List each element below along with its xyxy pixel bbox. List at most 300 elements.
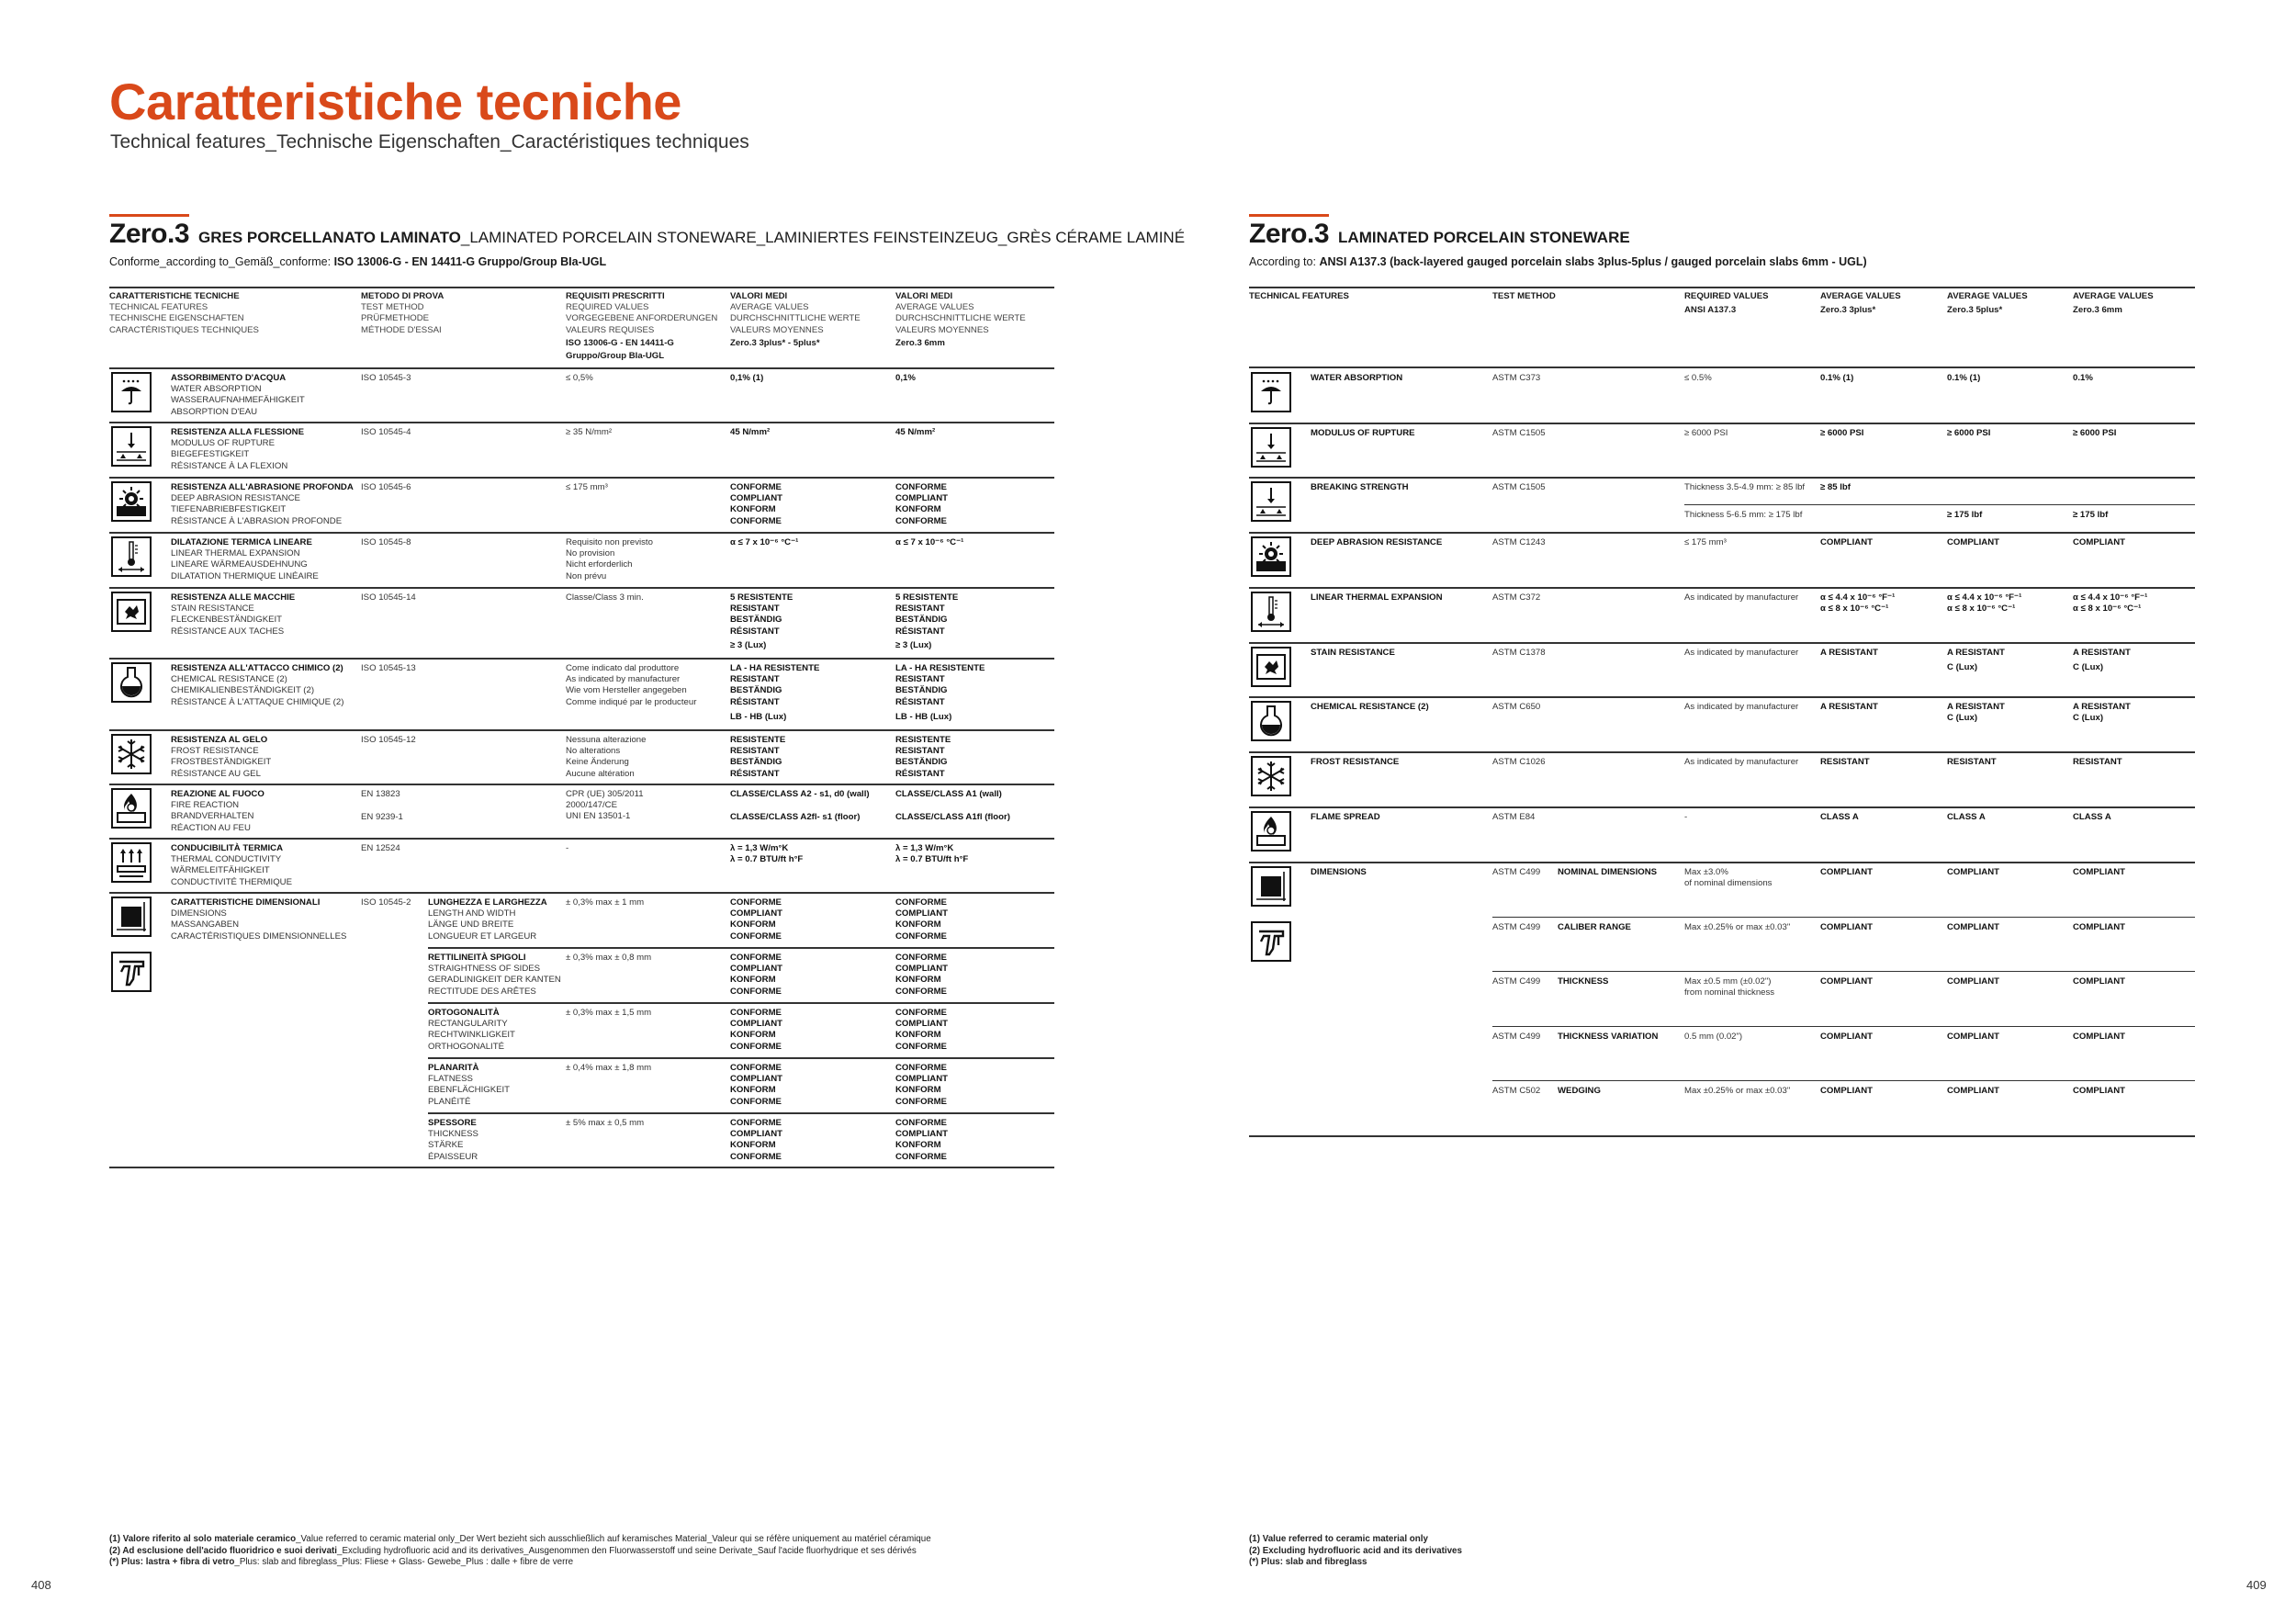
left-row-divider — [109, 729, 1054, 731]
left-dim-sub-2-avg2-line: CONFORME — [895, 1008, 947, 1018]
left-row-1-required-line: ≥ 35 N/mm² — [566, 427, 613, 437]
right-row-1-a3 — [2073, 428, 2194, 439]
right-dim-sub-2-method: ASTM C499 — [1492, 976, 1541, 987]
right-footnote-2: (2) Excluding hydrofluoric acid and its derivatives — [1249, 1545, 1462, 1556]
right-dim-sub-1-name: CALIBER RANGE — [1558, 921, 1631, 932]
right-row-feature-title: FLAME SPREAD — [1311, 811, 1380, 822]
left-row-2-required-line: ≤ 175 mm³ — [566, 482, 608, 492]
right-row-5-a2-line: C (Lux) — [1947, 661, 1978, 672]
right-row-divider — [1249, 696, 2195, 698]
right-row-8-a1 — [1820, 812, 1941, 823]
left-dim-method: ISO 10545-2 — [361, 897, 411, 908]
left-dim-subrow-divider — [428, 1057, 1054, 1059]
right-row-divider — [1249, 532, 2195, 534]
left-conform-prefix: Conforme_according to_Gemäß_conforme: — [109, 255, 334, 268]
left-row-1-avg1 — [730, 427, 895, 438]
left-row-avg2-line: KONFORM — [895, 504, 941, 515]
right-row-3-required — [1684, 537, 1818, 548]
page-number-right: 409 — [2246, 1578, 2267, 1592]
left-dim-sub-4-avg1-line: CONFORME — [730, 1118, 782, 1128]
left-row-8-required — [566, 843, 726, 854]
left-dim-sub-0-avg2 — [895, 897, 1061, 942]
left-row-7-required-line: CPR (UE) 305/2011 — [566, 789, 644, 799]
left-row-divider — [109, 422, 1054, 423]
water-absorption-icon — [111, 372, 152, 412]
right-header-c5-line: Zero.3 5plus* — [1947, 305, 2003, 316]
right-according-norm: ANSI A137.3 (back-layered gauged porcelain slabs 3plus-5plus / gauged porcelain slabs 6mm - UGL) — [1319, 255, 1867, 268]
left-row-7-avg1 — [730, 789, 895, 823]
left-row-avg2-line: α ≤ 7 x 10⁻⁶ °C⁻¹ — [895, 537, 964, 547]
left-row-avg2-line: RESISTENTE — [895, 735, 951, 745]
left-dim-sub-1-avg2-line: CONFORME — [895, 986, 947, 997]
left-row-feature-title: RESISTENZA ALLA FLESSIONE — [171, 427, 304, 437]
breaking-strength-icon-glyph — [1253, 483, 1289, 520]
left-dim-subrow-divider — [428, 947, 1054, 949]
left-dim-sub-2-avg2 — [895, 1008, 1061, 1053]
right-header-c4 — [1820, 291, 1958, 316]
caliper-icon-glyph — [113, 953, 150, 990]
left-dim-sub-2-avg1 — [730, 1008, 895, 1053]
left-dim-sub-3-avg1-line: CONFORME — [730, 1096, 782, 1107]
left-row-feature-translation: DILATATION THERMIQUE LINÉAIRE — [171, 570, 319, 581]
left-dim-sub-0-avg1-line: CONFORME — [730, 930, 782, 942]
left-row-method-line: ISO 10545-12 — [361, 735, 416, 745]
left-row-divider — [109, 658, 1054, 660]
right-row-7-method: ASTM C1026 — [1492, 756, 1546, 767]
left-row-method-line: ISO 10545-8 — [361, 537, 411, 547]
right-dim-subrow-divider — [1492, 1080, 2195, 1081]
left-header-c4 — [730, 291, 891, 349]
right-row-3-required-line: ≤ 175 mm³ — [1684, 537, 1727, 548]
left-row-avg2-line: RÉSISTANT — [895, 696, 945, 707]
left-dim-sub-title: RETTILINEITÀ SPIGOLI — [428, 953, 526, 963]
right-row-feature-title: DEEP ABRASION RESISTANCE — [1311, 537, 1443, 548]
left-row-avg2-line: 45 N/mm² — [895, 427, 936, 437]
caliper-icon — [111, 952, 152, 992]
right-row-2-required-line: Thickness 3.5-4.9 mm: ≥ 85 lbf — [1684, 482, 1806, 493]
thermal-expansion-icon-glyph — [1253, 593, 1289, 630]
right-row-6-required-line: As indicated by manufacturer — [1684, 702, 1799, 713]
right-row-8-a3-line: CLASS A — [2073, 811, 2111, 822]
left-row-feature-translation: WATER ABSORPTION — [171, 384, 262, 395]
left-header-c5-extra: Zero.3 6mm — [895, 337, 945, 348]
left-dim-sub-1-avg1-line: KONFORM — [730, 975, 776, 986]
left-row-6-feature — [171, 735, 355, 780]
left-row-avg1-line: BESTÄNDIG — [730, 757, 782, 768]
left-footnote-2: (2) Ad esclusione dell'acido fluoridrico e suoi derivati_Excluding hydrofluoric acid and its derivatives_Ausgenommen den Fluorwasserstoff und seine Derivate_Sauf l'acide fluorhydrique et ses dérivés — [109, 1545, 917, 1556]
left-row-method-line: ISO 10545-3 — [361, 373, 411, 383]
left-row-avg1-line: BESTÄNDIG — [730, 615, 782, 626]
left-row-feature-translation: WASSERAUFNAHMEFÄHIGKEIT — [171, 395, 305, 406]
left-row-avg1-line: CLASSE/CLASS A2 - s1, d0 (wall) — [730, 789, 870, 799]
left-row-2-feature — [171, 482, 355, 527]
left-row-8-avg1 — [730, 843, 895, 865]
right-row-2-required — [1684, 482, 1818, 493]
left-dim-translation: DIMENSIONS — [171, 908, 227, 919]
dimensions-icon — [1251, 866, 1291, 907]
left-row-avg1-line: λ = 0.7 BTU/ft h°F — [730, 854, 804, 865]
right-row-3-feature — [1311, 537, 1485, 548]
left-row-feature-translation: FIRE REACTION — [171, 800, 240, 811]
left-row-5-avg1 — [730, 663, 895, 723]
left-header-c3-extra: ISO 13006-G - EN 14411-G — [566, 337, 674, 348]
dimensions-icon-glyph — [113, 898, 150, 935]
right-dim-sub-0-avg3: COMPLIANT — [2073, 867, 2126, 877]
left-row-3-avg1 — [730, 537, 895, 548]
left-row-avg1-line: RÉSISTANT — [730, 696, 780, 707]
right-row-divider — [1249, 477, 2195, 479]
left-row-avg1-line: RESISTANT — [730, 746, 780, 757]
right-row-2-a1-line: ≥ 85 lbf — [1820, 482, 1851, 493]
left-table-bottom-rule — [109, 1167, 1054, 1168]
left-row-3-required — [566, 537, 726, 582]
left-row-avg1-line: 0,1% (1) — [730, 373, 764, 383]
right-row-6-a3 — [2073, 702, 2194, 724]
right-row-5-a3-line: A RESISTANT — [2073, 647, 2131, 658]
right-row-6-a2-line: A RESISTANT — [1947, 702, 2005, 713]
left-row-3-method — [361, 537, 526, 548]
right-breaking-sub-required: Thickness 5-6.5 mm: ≥ 175 lbf — [1684, 510, 1803, 521]
left-row-avg2-line: CLASSE/CLASS A1 (wall) — [895, 789, 1002, 799]
left-row-avg1-line: λ = 1,3 W/m°K — [730, 843, 789, 853]
right-dim-subrow-divider — [1492, 917, 2195, 918]
right-row-6-a2 — [1947, 702, 2068, 724]
right-breaking-sub-a2: ≥ 175 lbf — [1947, 510, 1983, 521]
left-header-c4-extra: Zero.3 3plus* - 5plus* — [730, 337, 820, 348]
right-dim-sub-2-required-line: Max ±0.5 mm (±0.02") — [1684, 976, 1772, 987]
left-dim-sub-3-avg2-line: CONFORME — [895, 1096, 947, 1107]
left-row-avg1-line: CONFORME — [730, 515, 782, 526]
left-dim-sub-translation: RECTANGULARITY — [428, 1019, 508, 1030]
left-row-feature-title: ASSORBIMENTO D'ACQUA — [171, 373, 287, 383]
left-row-avg2-line: ≥ 3 (Lux) — [895, 639, 932, 650]
left-header-c1-sub: CARACTÉRISTIQUES TECHNIQUES — [109, 324, 259, 335]
left-row-8-avg2 — [895, 843, 1061, 865]
right-header-c5 — [1947, 291, 2085, 316]
left-dim-sub-2-avg2-line: COMPLIANT — [895, 1019, 949, 1030]
chemical-resistance-icon-glyph — [1253, 703, 1289, 739]
right-row-6-a2-line: C (Lux) — [1947, 713, 1978, 724]
left-row-avg1-line: 45 N/mm² — [730, 427, 771, 437]
right-row-5-a3-line: C (Lux) — [2073, 661, 2104, 672]
right-dim-sub-2-name: THICKNESS — [1558, 976, 1609, 987]
left-row-5-method — [361, 663, 526, 674]
right-header-c6 — [2073, 291, 2211, 316]
right-dim-sub-3-avg3: COMPLIANT — [2073, 1031, 2126, 1042]
right-dim-sub-3-required-line: 0.5 mm (0.02") — [1684, 1031, 1743, 1042]
left-row-feature-translation: BRANDVERHALTEN — [171, 811, 254, 822]
right-row-feature-title: CHEMICAL RESISTANCE (2) — [1311, 702, 1429, 713]
right-row-8-feature — [1311, 812, 1485, 823]
right-dim-sub-3-avg1: COMPLIANT — [1820, 1031, 1874, 1042]
right-row-4-a1-line: α ≤ 4.4 x 10⁻⁶ °F⁻¹ — [1820, 592, 1896, 603]
right-row-1-required — [1684, 428, 1818, 439]
chemical-resistance-icon-glyph — [113, 664, 150, 701]
left-dim-sub-translation: ORTHOGONALITÉ — [428, 1041, 504, 1052]
left-dim-subrow-divider — [428, 1002, 1054, 1004]
right-row-3-method: ASTM C1243 — [1492, 537, 1546, 548]
dimensions-icon-glyph — [1253, 868, 1289, 905]
left-dim-sub-3-avg2 — [895, 1063, 1061, 1108]
right-dim-sub-0-avg1: COMPLIANT — [1820, 867, 1874, 877]
right-row-0-a3-line: 0.1% — [2073, 373, 2093, 383]
right-row-1-method: ASTM C1505 — [1492, 427, 1546, 438]
right-row-divider — [1249, 751, 2195, 753]
right-row-feature-title: WATER ABSORPTION — [1311, 373, 1403, 383]
left-row-feature-translation: RÉSISTANCE À L'ATTAQUE CHIMIQUE (2) — [171, 696, 344, 707]
left-header-c5-sub: DURCHSCHNITTLICHE WERTE — [895, 313, 1026, 324]
left-row-method-line: ISO 10545-14 — [361, 592, 416, 603]
left-dim-sub-3-required: ± 0,4% max ± 1,8 mm — [566, 1063, 652, 1073]
right-according-prefix: According to: — [1249, 255, 1320, 268]
right-row-7-a3 — [2073, 757, 2194, 768]
left-row-4-feature — [171, 592, 355, 637]
right-row-3-a3-line: COMPLIANT — [2073, 537, 2126, 548]
left-row-feature-translation: RÉSISTANCE AUX TACHES — [171, 626, 285, 637]
left-row-avg2-line: RESISTANT — [895, 603, 945, 615]
right-header-c2 — [1492, 291, 1630, 302]
left-row-avg2-line: λ = 0.7 BTU/ft h°F — [895, 854, 969, 865]
right-dim-sub-3-required — [1684, 1032, 1818, 1043]
right-row-2-a1 — [1820, 482, 1941, 493]
left-row-divider — [109, 587, 1054, 589]
right-row-1-a3-line: ≥ 6000 PSI — [2073, 427, 2117, 438]
left-header-c1-sub: TECHNICAL FEATURES — [109, 302, 208, 313]
left-dim-sub-title: PLANARITÀ — [428, 1063, 479, 1073]
left-row-feature-translation: RÉSISTANCE AU GEL — [171, 768, 261, 779]
left-row-feature-translation: FLECKENBESTÄNDIGKEIT — [171, 615, 283, 626]
left-footnotes — [109, 1534, 931, 1569]
left-header-c3-sub: VORGEGEBENE ANFORDERUNGEN — [566, 313, 718, 324]
left-row-feature-translation: LINEARE WÄRMEAUSDEHNUNG — [171, 559, 308, 570]
right-section-title — [1249, 214, 1630, 250]
left-dim-sub-translation: GERADLINIGKEIT DER KANTEN — [428, 975, 561, 986]
right-dim-sub-0-required-line: Max ±3.0% — [1684, 867, 1728, 877]
right-header-c1-label: TECHNICAL FEATURES — [1249, 291, 1349, 301]
right-dim-sub-4-avg2: COMPLIANT — [1947, 1086, 2000, 1097]
right-row-4-required — [1684, 592, 1818, 603]
left-dim-sub-3-avg1-line: CONFORME — [730, 1063, 782, 1073]
left-dim-sub-4-avg1-line: KONFORM — [730, 1140, 776, 1151]
right-row-4-a1-line: α ≤ 8 x 10⁻⁶ °C⁻¹ — [1820, 603, 1889, 614]
left-row-avg1-line: ≥ 3 (Lux) — [730, 639, 767, 650]
left-row-avg1-line: COMPLIANT — [730, 493, 783, 504]
right-breaking-sub-a3: ≥ 175 lbf — [2073, 510, 2109, 521]
left-row-6-required-line: Keine Änderung — [566, 757, 629, 768]
right-row-4-feature — [1311, 592, 1485, 603]
left-row-feature-title: RESISTENZA ALL'ABRASIONE PROFONDA — [171, 482, 354, 492]
left-header-c1-label: CARATTERISTICHE TECNICHE — [109, 291, 240, 301]
right-header-c2-label: TEST METHOD — [1492, 291, 1556, 301]
left-header-c2-sub: PRÜFMETHODE — [361, 313, 430, 324]
left-dim-sub-translation: LENGTH AND WIDTH — [428, 908, 516, 919]
left-row-avg2-line: BESTÄNDIG — [895, 615, 948, 626]
left-dim-sub-3-avg2-line: KONFORM — [895, 1085, 941, 1096]
left-row-feature-translation: BIEGEFESTIGKEIT — [171, 449, 250, 460]
right-according — [1249, 255, 1867, 268]
left-row-6-avg1 — [730, 735, 895, 780]
right-row-0-required — [1684, 373, 1818, 384]
left-dim-sub-0-avg1-line: COMPLIANT — [730, 908, 783, 919]
left-dim-sub-1-required: ± 0,3% max ± 0,8 mm — [566, 953, 652, 963]
left-header-c3 — [566, 291, 726, 362]
left-dim-sub-3-name — [428, 1063, 566, 1108]
frost-resistance-icon — [111, 734, 152, 774]
right-header-c3 — [1684, 291, 1822, 316]
left-dim-sub-1-avg2-line: COMPLIANT — [895, 964, 949, 975]
left-row-avg2-line: BESTÄNDIG — [895, 685, 948, 696]
left-dim-sub-translation: LONGUEUR ET LARGEUR — [428, 930, 537, 942]
right-dim-sub-3-avg2: COMPLIANT — [1947, 1031, 2000, 1042]
left-dim-sub-0-avg1-line: CONFORME — [730, 897, 782, 908]
left-header-c1 — [109, 291, 270, 336]
left-row-avg1-line: BESTÄNDIG — [730, 685, 782, 696]
right-dim-sub-0-avg2: COMPLIANT — [1947, 867, 2000, 877]
left-row-avg1-line: RESISTANT — [730, 674, 780, 685]
thermal-expansion-icon — [1251, 592, 1291, 632]
left-row-feature-translation: CHEMICAL RESISTANCE (2) — [171, 674, 287, 685]
left-conformity — [109, 255, 606, 268]
right-footnote-1: (1) Value referred to ceramic material only — [1249, 1534, 1428, 1544]
right-row-6-a1-line: A RESISTANT — [1820, 702, 1878, 713]
flexural-strength-icon — [111, 426, 152, 467]
left-row-divider — [109, 367, 1054, 369]
left-title-bold: GRES PORCELLANATO LAMINATO — [198, 229, 461, 246]
left-row-avg2-line: CONFORME — [895, 515, 947, 526]
left-row-feature-title: DILATAZIONE TERMICA LINEARE — [171, 537, 312, 547]
left-row-1-method — [361, 427, 526, 438]
left-footnote-1: (1) Valore riferito al solo materiale ceramico_Value referred to ceramic material only_Der Wert bezieht sich ausschließlich auf keramisches Material_Valeur qui se réfère uniquement au matériel céramique — [109, 1534, 931, 1544]
left-row-avg2-line: RÉSISTANT — [895, 626, 945, 637]
left-dim-sub-0-avg2-line: COMPLIANT — [895, 908, 949, 919]
right-footnote-3: (*) Plus: slab and fibreglass — [1249, 1557, 1367, 1567]
thermal-conductivity-icon — [111, 842, 152, 883]
right-row-5-method: ASTM C1378 — [1492, 647, 1546, 658]
right-row-7-required — [1684, 757, 1818, 768]
left-row-method-line: EN 12524 — [361, 843, 400, 853]
right-brand: Zero.3 — [1249, 214, 1329, 250]
left-row-3-avg2 — [895, 537, 1061, 548]
left-row-method-line: EN 13823 — [361, 789, 400, 799]
right-dim-feature — [1311, 867, 1448, 878]
left-dim-sub-4-avg2-line: COMPLIANT — [895, 1129, 949, 1140]
left-title-rest: _LAMINATED PORCELAIN STONEWARE_LAMINIERTES FEINSTEINZEUG_GRÈS CÉRAME LAMINÉ — [460, 229, 1186, 246]
left-dim-sub-title: ORTOGONALITÀ — [428, 1008, 500, 1018]
right-dim-subrow-divider — [1492, 1026, 2195, 1027]
left-dim-sub-0-avg2-line: KONFORM — [895, 919, 941, 930]
right-row-5-a1 — [1820, 648, 1941, 659]
left-header-c3-extra: Gruppo/Group BIa-UGL — [566, 351, 665, 362]
left-row-feature-translation: WÄRMELEITFÄHIGKEIT — [171, 865, 270, 876]
right-header-c4-line: Zero.3 3plus* — [1820, 305, 1876, 316]
left-row-avg1-line: RÉSISTANT — [730, 626, 780, 637]
right-row-feature-title: STAIN RESISTANCE — [1311, 647, 1395, 658]
left-dim-sub-2-avg1-line: COMPLIANT — [730, 1019, 783, 1030]
right-row-5-a3 — [2073, 648, 2194, 673]
right-row-1-required-line: ≥ 6000 PSI — [1684, 427, 1728, 438]
left-row-feature-title: RESISTENZA ALLE MACCHIE — [171, 592, 296, 603]
right-row-5-a2 — [1947, 648, 2068, 673]
left-row-6-required-line: No alterations — [566, 746, 621, 757]
left-dim-sub-2-avg1-line: CONFORME — [730, 1008, 782, 1018]
right-row-7-a1 — [1820, 757, 1941, 768]
left-dim-sub-4-name — [428, 1118, 566, 1163]
right-row-feature-title: LINEAR THERMAL EXPANSION — [1311, 592, 1443, 603]
left-dim-sub-0-avg2-line: CONFORME — [895, 897, 947, 908]
right-row-5-required — [1684, 648, 1818, 659]
right-row-8-a3 — [2073, 812, 2194, 823]
right-row-0-a1-line: 0.1% (1) — [1820, 373, 1854, 383]
right-row-4-method: ASTM C372 — [1492, 592, 1541, 603]
left-row-feature-translation: CHEMIKALIENBESTÄNDIGKEIT (2) — [171, 685, 315, 696]
left-row-avg2-line: CONFORME — [895, 482, 947, 492]
left-header-c2-label: METODO DI PROVA — [361, 291, 445, 301]
left-dim-sub-title: SPESSORE — [428, 1118, 477, 1128]
left-row-feature-translation: LINEAR THERMAL EXPANSION — [171, 548, 300, 559]
left-dim-sub-title: LUNGHEZZA E LARGHEZZA — [428, 897, 547, 908]
left-header-c2 — [361, 291, 522, 336]
chemical-resistance-icon — [111, 662, 152, 703]
right-row-5-feature — [1311, 648, 1485, 659]
left-row-avg1-line: LB - HB (Lux) — [730, 711, 787, 722]
right-row-7-a1-line: RESISTANT — [1820, 756, 1870, 767]
right-row-feature-title: BREAKING STRENGTH — [1311, 482, 1409, 493]
left-row-2-method — [361, 482, 526, 493]
left-row-method-line: ISO 10545-4 — [361, 427, 411, 437]
left-row-6-method — [361, 735, 526, 746]
left-dim-sub-1-avg2 — [895, 953, 1061, 998]
deep-abrasion-icon — [1251, 536, 1291, 577]
right-row-7-required-line: As indicated by manufacturer — [1684, 756, 1799, 767]
left-row-4-avg1 — [730, 592, 895, 651]
water-absorption-icon — [1251, 372, 1291, 412]
left-row-0-feature — [171, 373, 355, 418]
right-dim-sub-3-method: ASTM C499 — [1492, 1031, 1541, 1042]
right-row-0-feature — [1311, 373, 1485, 384]
stain-resistance-icon-glyph — [1253, 648, 1289, 685]
stain-resistance-icon — [111, 592, 152, 632]
left-row-2-required — [566, 482, 726, 493]
left-row-avg2-line: COMPLIANT — [895, 493, 949, 504]
right-row-1-a2 — [1947, 428, 2068, 439]
right-row-8-required-line: - — [1684, 811, 1688, 822]
left-dim-sub-2-required: ± 0,3% max ± 1,5 mm — [566, 1008, 652, 1018]
left-row-feature-translation: FROSTBESTÄNDIGKEIT — [171, 757, 272, 768]
fire-reaction-icon-glyph — [1253, 813, 1289, 850]
left-row-6-required — [566, 735, 726, 780]
right-dim-sub-1-required-line: Max ±0.25% or max ±0.03" — [1684, 921, 1791, 932]
right-row-2-feature — [1311, 482, 1485, 493]
left-row-0-method — [361, 373, 526, 384]
left-row-feature-title: CONDUCIBILITÀ TERMICA — [171, 843, 284, 853]
left-row-avg2-line: λ = 1,3 W/m°K — [895, 843, 954, 853]
page-number-left: 408 — [31, 1578, 51, 1592]
left-section-title — [109, 214, 1185, 250]
caliper-icon-glyph — [1253, 923, 1289, 960]
left-header-c4-sub: VALEURS MOYENNES — [730, 324, 824, 335]
right-table-top-rule — [1249, 287, 2195, 288]
right-breaking-subrow-divider — [1684, 504, 2195, 505]
left-row-feature-title: RESISTENZA AL GELO — [171, 735, 268, 745]
right-dim-sub-2-avg1: COMPLIANT — [1820, 976, 1874, 987]
left-row-7-feature — [171, 789, 355, 834]
left-row-method-line: ISO 10545-13 — [361, 663, 416, 673]
left-row-avg1-line: KONFORM — [730, 504, 776, 515]
left-header-c2-sub: MÉTHODE D'ESSAI — [361, 324, 442, 335]
left-dim-sub-0-avg1 — [730, 897, 895, 942]
deep-abrasion-icon-glyph — [113, 483, 150, 520]
left-row-avg2-line: RESISTANT — [895, 674, 945, 685]
